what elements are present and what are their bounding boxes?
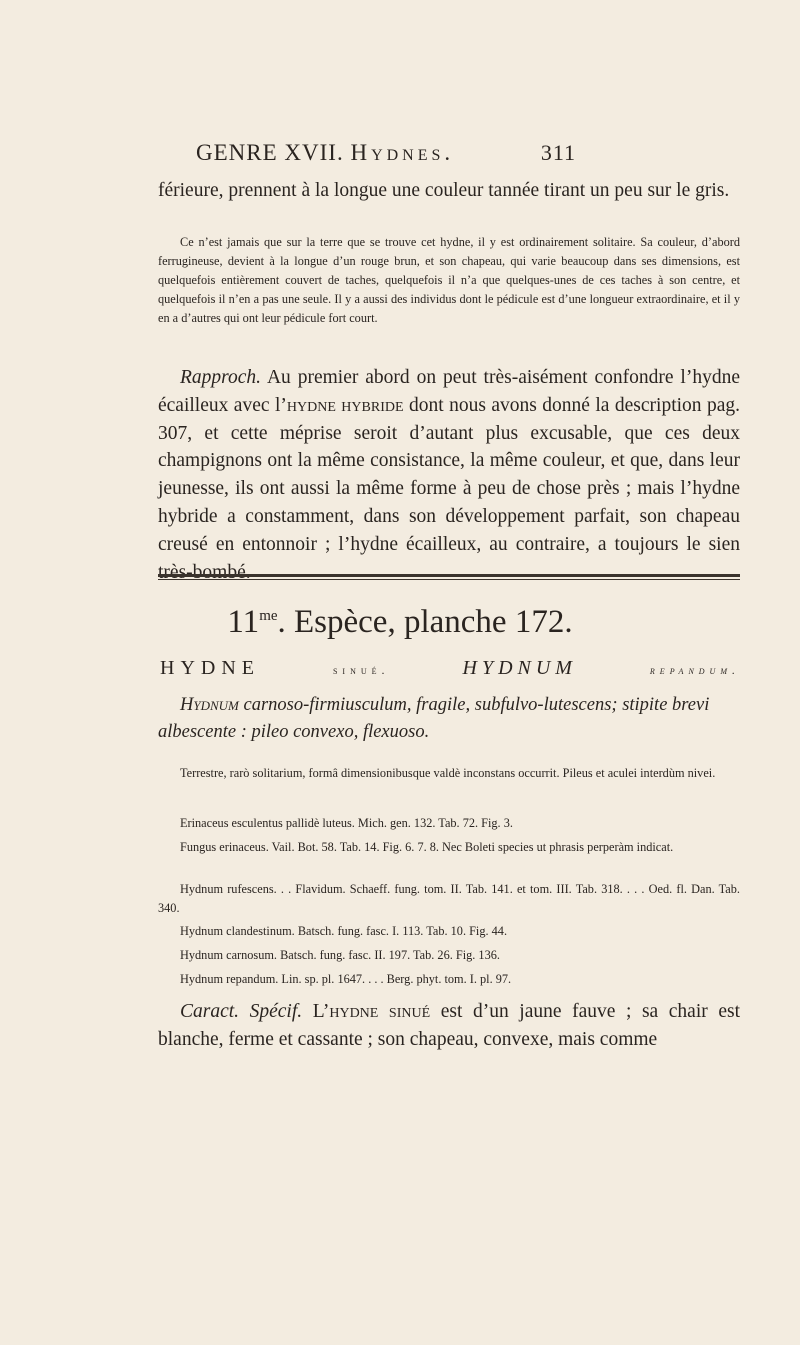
species-text: . Espèce, planche 172.	[277, 604, 573, 640]
caract-text-after: est d’un jaune fauve ; sa chair est blanche, ferme et cassante ; son chapeau, convexe, mais comme	[158, 1001, 740, 1050]
latin-diagnosis	[158, 692, 740, 746]
rapproch-paragraph	[158, 364, 740, 586]
synonym-2: Fungus erinaceus. Vail. Bot. 58. Tab. 14. Fig. 6. 7. 8. Nec Boleti species ut phrasis perperàm indicat.	[180, 840, 674, 854]
french-epithet: sinué.	[332, 663, 390, 677]
caract-paragraph	[158, 998, 740, 1054]
synonym-3: Hydnum rufescens. . . Flavidum. Schaeff. fung. tom. II. Tab. 141. et tom. III. Tab. 318. . . . Oed. fl. Dan. Tab. 340.	[158, 882, 740, 915]
latin-diagnosis-text: carnoso-firmiusculum, fragile, subfulvo-lutescens; stipite brevi albescente : pileo convexo, flexuoso.	[158, 695, 710, 742]
rapproch-text-after: dont nous avons donné la description pag. 307, et cette méprise seroit d’autant plus excusable, que ces deux champignons ont la même consistance, la même couleur, et que, dans leur jeunesse, ils ont aussi la même forme à peu de chose près ; mais l’hydne hybride a constamment, dans son développement parfait, son chapeau creusé en entonnoir ; l’hydne écailleux, au contraire, a toujours le sien très-bombé.	[158, 394, 740, 583]
header-genre: GENRE XVII.	[196, 140, 344, 165]
description-paragraph: Ce n’est jamais que sur la terre que se trouve cet hydne, il y est ordinairement solitaire. Sa couleur, d’abord ferrugineuse, devient à la longue d’un rouge brun, et son chapeau, qui varie beaucoup dans ses dimensions, est quelquefois entièrement couvert de taches, quelquefois il n’a que quelques-unes de ces taches à son centre, et quelquefois il n’en a pas une seule. Il y a aussi des individus dont le pédicule est d’une longueur extraordinaire, et il y en a d’autres qui ont leur pédicule fort court.	[158, 235, 740, 325]
rapproch-text-before: Au premier abord on peut très-aisément confondre l’hydne écailleux avec l’	[158, 367, 740, 416]
header-genus: Hydnes.	[350, 140, 455, 165]
rapproch-small-caps: hydne hybride	[286, 394, 404, 416]
latin-genus: HYDNUM	[462, 657, 577, 679]
latin-epithet: repandum.	[649, 663, 740, 677]
synonym-5: Hydnum carnosum. Batsch. fung. fasc. II. 197. Tab. 26. Fig. 136.	[180, 948, 500, 962]
french-genus: HYDNE	[160, 657, 260, 679]
latin-diagnosis-genus: Hydnum	[180, 695, 239, 715]
species-heading	[0, 604, 800, 641]
caract-text-before: L’	[302, 1001, 330, 1022]
synonym-1: Erinaceus esculentus pallidè luteus. Mich. gen. 132. Tab. 72. Fig. 3.	[180, 816, 513, 830]
species-suffix: me	[259, 608, 278, 624]
species-number: 11	[227, 604, 260, 640]
caract-label: Caract. Spécif.	[180, 1001, 303, 1022]
caract-small-caps: hydne sinué	[329, 1001, 431, 1022]
page-number: 311	[540, 140, 576, 165]
rapproch-label: Rapproch.	[180, 367, 262, 388]
synonym-4: Hydnum clandestinum. Batsch. fung. fasc. I. 113. Tab. 10. Fig. 44.	[180, 924, 508, 938]
habitat-paragraph: Terrestre, rarò solitarium, formâ dimensionibusque valdè inconstans occurrit. Pileus et aculei interdùm nivei.	[180, 766, 716, 780]
running-header	[196, 140, 576, 166]
divider-thick	[158, 574, 740, 577]
intro-paragraph: férieure, prennent à la longue une couleur tannée tirant un peu sur le gris.	[158, 180, 730, 201]
divider-thin	[158, 579, 740, 580]
species-names	[160, 657, 740, 680]
synonym-6: Hydnum repandum. Lin. sp. pl. 1647. . . . Berg. phyt. tom. I. pl. 97.	[180, 972, 512, 986]
